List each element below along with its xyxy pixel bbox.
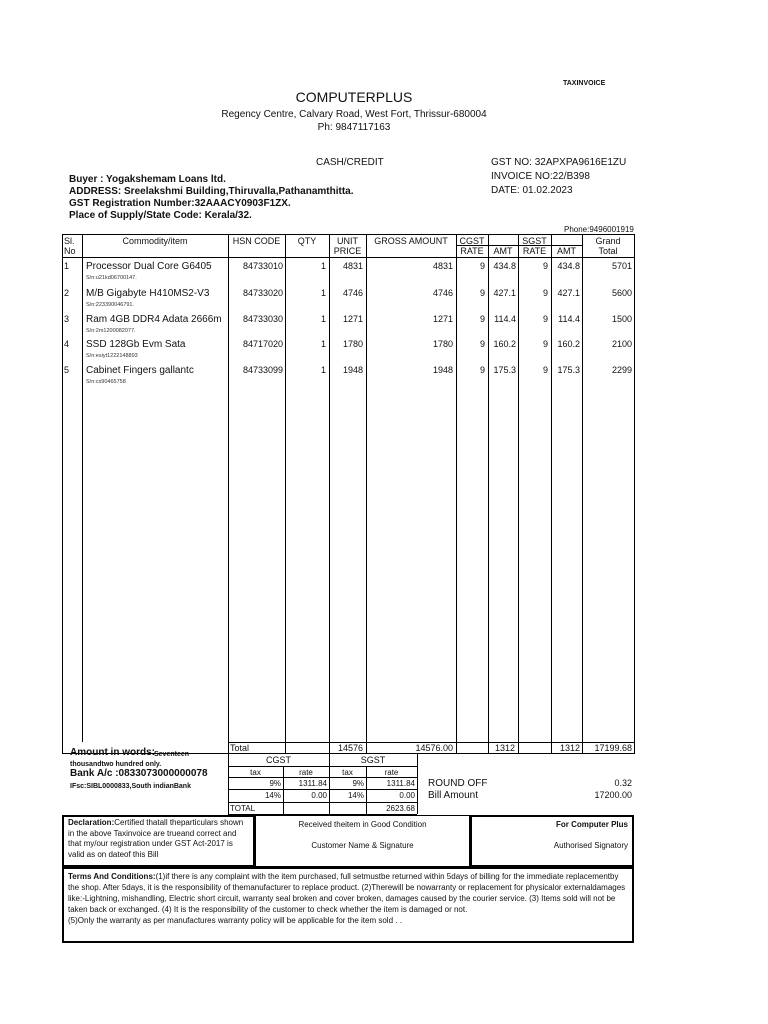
row-unit-price: 4746 — [342, 288, 363, 298]
row-gross: 1271 — [432, 314, 453, 324]
col-sgst-amt: AMT — [557, 246, 576, 256]
tax-sgst-head: SGST — [360, 755, 386, 765]
total-grand: 17199.68 — [594, 743, 632, 753]
row-grand-total: 5600 — [611, 288, 632, 298]
bill-amount-label: Bill Amount — [428, 790, 479, 801]
row-commodity: Processor Dual Core G6405 — [86, 261, 212, 272]
row-unit-price: 1271 — [342, 314, 363, 324]
bill-amount-value: 17200.00 — [594, 790, 632, 800]
col-line — [551, 234, 552, 754]
row-cgst-rate: 9 — [479, 261, 485, 271]
row-cgst-amt: 114.4 — [494, 314, 516, 324]
buyer-phone: Phone:9496001919 — [564, 225, 634, 234]
col-line — [62, 234, 63, 754]
bank-ifsc: IFsc:SIBL0000833,South indianBank — [70, 783, 191, 790]
payment-mode: CASH/CREDIT — [316, 157, 384, 168]
row-gross: 4746 — [432, 288, 453, 298]
row-cgst-amt: 175.3 — [493, 365, 516, 375]
company-phone: Ph: 9847117163 — [317, 122, 391, 133]
tax-sgst-tax: tax — [342, 768, 353, 777]
tax-total-value: 2623.68 — [386, 804, 415, 813]
invoice-no: INVOICE NO:22/B398 — [491, 171, 590, 182]
tax-row2-srate: 0.00 — [399, 791, 415, 800]
row-gross: 1948 — [432, 365, 453, 375]
row-serial: S/n:u21kd06700147. — [86, 275, 137, 281]
received-text: Received theitem in Good Condition — [298, 820, 427, 829]
row-grand-total: 2100 — [611, 339, 632, 349]
table-header-bottom — [62, 257, 634, 258]
tax-cgst-rate: rate — [299, 768, 313, 777]
row-qty: 1 — [320, 288, 326, 298]
doc-type: TAXINVOICE — [563, 80, 606, 87]
terms — [68, 871, 628, 926]
terms-line5: (5)Only the warranty as per manufactures warranty policy will be applicable for the item sold . . — [68, 916, 402, 925]
col-no: No — [64, 246, 76, 256]
buyer-address: ADDRESS: Sreelakshmi Building,Thiruvalla,Pathanamthitta. — [69, 186, 354, 197]
col-grand: Grand — [595, 236, 621, 246]
row-qty: 1 — [320, 314, 326, 324]
authorised-signatory: Authorised Signatory — [553, 841, 628, 850]
row-grand-total: 2299 — [611, 365, 632, 375]
col-line — [366, 234, 367, 754]
row-sgst-amt: 160.2 — [557, 339, 580, 349]
tax-total-label: TOTAL — [230, 804, 256, 813]
col-line — [634, 234, 635, 754]
row-commodity: Ram 4GB DDR4 Adata 2666m — [86, 314, 222, 325]
row-qty: 1 — [320, 339, 326, 349]
company-name: COMPUTERPLUS — [295, 89, 413, 105]
col-line — [329, 234, 330, 754]
row-unit-price: 1948 — [342, 365, 363, 375]
row-qty: 1 — [320, 261, 326, 271]
row-sgst-rate: 9 — [542, 339, 548, 349]
tax-row2-ctax: 14% — [264, 791, 281, 800]
row-sgst-amt: 175.3 — [557, 365, 580, 375]
total-label: Total — [230, 743, 250, 753]
buyer-place: Place of Supply/State Code: Kerala/32. — [69, 210, 252, 221]
row-sgst-rate: 9 — [542, 314, 548, 324]
row-cgst-amt: 160.2 — [493, 339, 516, 349]
col-qty: QTY — [297, 236, 317, 246]
tax-row1-srate: 1311.84 — [386, 779, 415, 788]
row-commodity: M/B Gigabyte H410MS2-V3 — [86, 288, 210, 299]
declaration-text: Certified thatall theparticulars shown in the above Taxinvoice are trueand correct and that my/our registration under GST Act-2017 is valid as on dateof this Bill — [68, 818, 244, 859]
col-unit: UNIT — [337, 236, 358, 246]
total-cgst: 1312 — [494, 743, 515, 753]
invoice-date: DATE: 01.02.2023 — [491, 185, 573, 196]
col-sgst: SGST — [522, 236, 547, 246]
row-sgst-amt: 427.1 — [557, 288, 580, 298]
row-gross: 1780 — [432, 339, 453, 349]
row-cgst-rate: 9 — [479, 339, 485, 349]
declaration — [68, 818, 250, 860]
bank-account: Bank A/c :0833073000000078 — [70, 768, 208, 779]
row-gross: 4831 — [432, 261, 453, 271]
total-gross: 14576.00 — [415, 743, 453, 753]
row-grand-total: 1500 — [611, 314, 632, 324]
round-off-label: ROUND OFF — [428, 778, 488, 789]
row-sl: 1 — [64, 261, 70, 271]
row-qty: 1 — [320, 365, 326, 375]
terms-label: Terms And Conditions: — [68, 872, 156, 881]
row-sgst-rate: 9 — [542, 288, 548, 298]
row-serial: S/n:223390046791. — [86, 302, 135, 308]
total-unit: 14576 — [337, 743, 363, 753]
row-hsn: 84733020 — [242, 288, 283, 298]
total-sgst: 1312 — [559, 743, 580, 753]
customer-signature: Customer Name & Signature — [311, 841, 414, 850]
tax-row1-stax: 9% — [352, 779, 364, 788]
row-cgst-amt: 434.8 — [493, 261, 516, 271]
buyer-name: Buyer : Yogakshemam Loans ltd. — [69, 174, 226, 185]
col-line — [82, 234, 83, 742]
amount-words-line2: thousandtwo hundred only. — [70, 761, 162, 768]
row-sgst-rate: 9 — [542, 365, 548, 375]
row-unit-price: 4831 — [342, 261, 363, 271]
col-line — [456, 234, 457, 754]
row-cgst-rate: 9 — [479, 314, 485, 324]
col-line — [285, 234, 286, 754]
row-sl: 4 — [64, 339, 70, 349]
row-hsn: 84717020 — [242, 339, 283, 349]
row-serial: S/n:cs90465758 — [86, 379, 126, 385]
row-sl: 2 — [64, 288, 70, 298]
row-hsn: 84733099 — [242, 365, 283, 375]
row-serial: S/n:2m1200082077. — [86, 328, 136, 334]
tax-row1-ctax: 9% — [269, 779, 281, 788]
row-cgst-rate: 9 — [479, 365, 485, 375]
col-hsn: HSN CODE — [232, 236, 281, 246]
tax-row2-stax: 14% — [347, 791, 364, 800]
row-commodity: SSD 128Gb Evm Sata — [86, 339, 186, 350]
row-cgst-rate: 9 — [479, 288, 485, 298]
row-grand-total: 5701 — [611, 261, 632, 271]
row-sl: 3 — [64, 314, 70, 324]
col-cgst: CGST — [459, 236, 485, 246]
row-sgst-amt: 114.4 — [558, 314, 580, 324]
terms-text: (1)if there is any complaint with the item purchased, full setmustbe returned within 5days of billing for the immediate replacementby the shop. After 5days, it is the responsibility of themanufacturer to replace product. (2)Therewill be nowarranty or replacement for physicalor externaldamages like:-Lightning, mishandling, Electric short circuit, warranty seal broken and cover broken, damages caused by the courier service. (3) Items sold will not be taken back or exchanged. (4) It is the responsibility of the customer to check whether the item is damaged or not. — [68, 872, 626, 914]
col-cgst-rate: RATE — [460, 246, 484, 256]
col-line — [582, 234, 583, 754]
col-line — [518, 234, 519, 754]
col-gross: GROSS AMOUNT — [374, 236, 448, 246]
col-price: PRICE — [333, 246, 362, 256]
buyer-gst: GST Registration Number:32AAACY0903F1ZX. — [69, 198, 291, 209]
tax-row1-crate: 1311.84 — [298, 779, 327, 788]
amount-words-label: Amount in words: — [70, 747, 155, 758]
round-off-value: 0.32 — [614, 778, 632, 788]
tax-cgst-head: CGST — [265, 755, 291, 765]
tax-cgst-tax: tax — [250, 768, 261, 777]
row-sgst-rate: 9 — [542, 261, 548, 271]
col-total: Total — [598, 246, 618, 256]
col-cgst-amt: AMT — [493, 246, 513, 256]
row-sgst-amt: 434.8 — [557, 261, 580, 271]
row-hsn: 84733010 — [242, 261, 283, 271]
row-sl: 5 — [64, 365, 70, 375]
gst-no: GST NO: 32APXPA9616E1ZU — [491, 157, 627, 168]
for-company: For Computer Plus — [555, 820, 628, 829]
tax-vline — [417, 754, 418, 814]
row-cgst-amt: 427.1 — [493, 288, 516, 298]
col-sgst-rate: RATE — [522, 246, 547, 256]
company-address: Regency Centre, Calvary Road, West Fort, Thrissur-680004 — [221, 109, 487, 120]
row-unit-price: 1780 — [342, 339, 363, 349]
declaration-label: Declaration: — [68, 818, 115, 827]
col-commodity: Commodity/item — [122, 236, 188, 246]
row-hsn: 84733030 — [242, 314, 283, 324]
tax-sgst-rate: rate — [384, 768, 399, 777]
col-line — [488, 234, 489, 754]
row-serial: S/n:esiyt1222148893 — [86, 353, 138, 359]
amount-words-line1: Seventeen — [154, 751, 190, 758]
col-sl: Sl. — [64, 236, 75, 246]
tax-row2-crate: 0.00 — [311, 791, 327, 800]
table-top-border — [62, 234, 634, 235]
row-commodity: Cabinet Fingers gallantc — [86, 365, 194, 376]
